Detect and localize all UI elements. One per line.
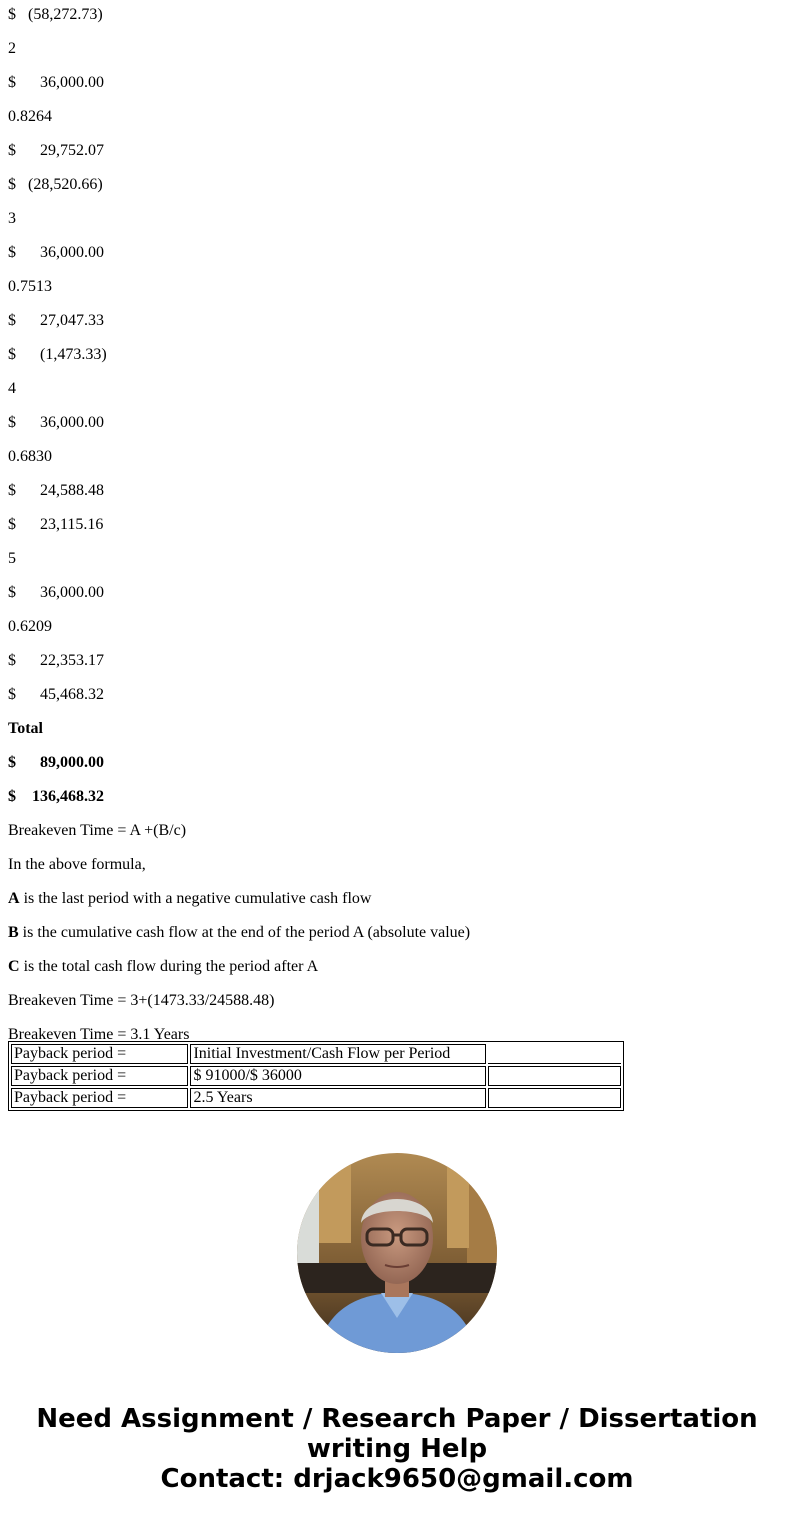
footer-contact: Contact: drjack9650@gmail.com [160,1464,634,1494]
cash-flow-line: 0.8264 [8,108,52,125]
table-cell [488,1066,621,1086]
table-row [11,1044,621,1064]
breakeven-calc: Breakeven Time = 3+(1473.33/24588.48) [8,992,275,1009]
cash-flow-line: $ 45,468.32 [8,686,104,703]
cash-flow-line: $ 24,588.48 [8,482,104,499]
cash-flow-line: 0.6209 [8,618,52,635]
footer-line: writing Help [306,1434,488,1464]
table-cell [488,1088,621,1108]
table-row [11,1066,621,1086]
document-body [8,0,788,1043]
definition-c [8,937,788,975]
cash-flow-line: 0.6830 [8,448,52,465]
table-row [11,1088,621,1108]
definition-term: B [8,924,19,941]
cash-flow-line: $ 27,047.33 [8,312,104,329]
definition-a [8,869,788,907]
footer-line: Need Assignment / Research Paper / Dissertation [36,1404,758,1434]
cash-flow-lines [8,0,788,805]
breakeven-result: Breakeven Time = 3.1 Years [8,1026,190,1043]
payback-table [8,1041,624,1111]
cash-flow-line: 4 [8,380,16,397]
cash-flow-line: $ 36,000.00 [8,244,104,261]
table-cell [488,1044,621,1064]
cash-flow-line: $ 29,752.07 [8,142,104,159]
cash-flow-line: $ (28,520.66) [8,176,103,193]
cash-flow-line: $ 136,468.32 [8,788,104,805]
cash-flow-line: $ 89,000.00 [8,754,104,771]
table-cell: Payback period = [11,1066,188,1086]
author-avatar [297,1153,497,1353]
table-cell: $ 91000/$ 36000 [190,1066,485,1086]
footer-banner [0,1404,794,1494]
table-cell: 2.5 Years [190,1088,485,1108]
portrait-image [297,1153,497,1353]
definition-text: is the cumulative cash flow at the end of the period A (absolute value) [18,924,471,941]
definition-term: A [8,890,20,907]
cash-flow-line: 0.7513 [8,278,52,295]
table-cell: Payback period = [11,1088,188,1108]
definition-b [8,903,788,941]
table-cell: Payback period = [11,1044,188,1064]
definition-term: C [8,958,20,975]
cash-flow-line: $ (1,473.33) [8,346,107,363]
cash-flow-line: $ 22,353.17 [8,652,104,669]
definition-text: is the last period with a negative cumulative cash flow [19,890,372,907]
cash-flow-line: 5 [8,550,16,567]
formula-line: Breakeven Time = A +(B/c) [8,822,187,839]
cash-flow-line: $ 36,000.00 [8,414,104,431]
table-cell: Initial Investment/Cash Flow per Period [190,1044,485,1064]
definition-text: is the total cash flow during the period after A [19,958,319,975]
cash-flow-line: $ (58,272.73) [8,6,103,23]
cash-flow-line: 2 [8,40,16,57]
cash-flow-line: 3 [8,210,16,227]
cash-flow-line: $ 36,000.00 [8,584,104,601]
intro-line: In the above formula, [8,856,146,873]
cash-flow-line: Total [8,720,43,737]
cash-flow-line: $ 23,115.16 [8,516,104,533]
cash-flow-line: $ 36,000.00 [8,74,104,91]
